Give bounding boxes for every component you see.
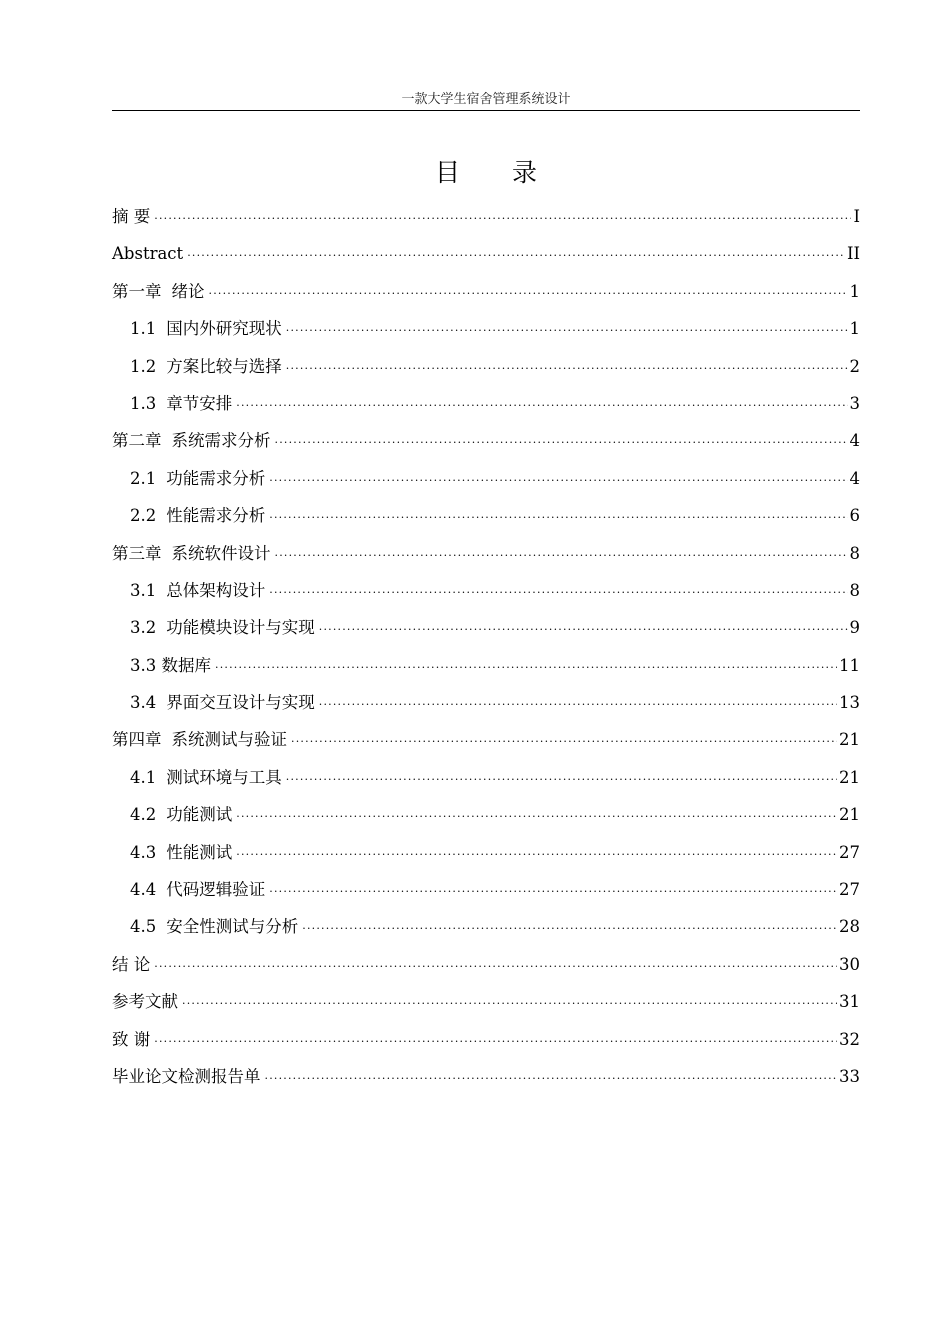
toc-dot-leader bbox=[236, 387, 847, 424]
toc-dot-leader bbox=[269, 574, 847, 611]
toc-entry-page: 21 bbox=[839, 767, 860, 787]
toc-entry-label: 结 论 bbox=[112, 954, 151, 974]
toc-dot-leader bbox=[269, 462, 847, 499]
toc-entry-number: 1.1 bbox=[130, 319, 157, 339]
toc-entry-page: I bbox=[853, 207, 860, 226]
toc-entry-label: 摘 要 bbox=[112, 207, 151, 226]
toc-dot-leader bbox=[275, 537, 848, 574]
toc-dot-leader bbox=[236, 836, 837, 873]
toc-entry-page: 11 bbox=[839, 655, 860, 675]
toc-entry-section-3-2[interactable] bbox=[112, 609, 860, 646]
toc-entry-label: 1.3 章节安排 bbox=[130, 393, 233, 413]
toc-entry-chapter-2[interactable] bbox=[112, 422, 860, 459]
toc-entry-page: 8 bbox=[849, 580, 860, 600]
toc-entry-page: 21 bbox=[839, 805, 860, 825]
toc-entry-section-2-1[interactable] bbox=[112, 460, 860, 497]
toc-entry-acknowledgements[interactable] bbox=[112, 1021, 860, 1058]
toc-entry-chapter-4[interactable] bbox=[112, 721, 860, 758]
toc-entry-number: 2.1 bbox=[130, 468, 157, 488]
toc-entry-chapter-3[interactable] bbox=[112, 535, 860, 572]
toc-entry-label: 2.2 性能需求分析 bbox=[130, 506, 266, 526]
toc-entry-number: 4.4 bbox=[130, 880, 157, 900]
toc-entry-number: 4.1 bbox=[130, 767, 157, 787]
toc-dot-leader bbox=[182, 985, 837, 1022]
toc-dot-leader bbox=[275, 424, 848, 461]
toc-dot-leader bbox=[286, 312, 848, 349]
toc-title-part2: 录 bbox=[512, 158, 538, 187]
toc-entry-label: 第三章 系统软件设计 bbox=[112, 543, 271, 563]
toc-entry-page: 2 bbox=[849, 356, 860, 376]
toc-entry-page: 31 bbox=[839, 992, 860, 1012]
toc-entry-number: 第一章 bbox=[112, 281, 162, 301]
toc-list bbox=[112, 198, 860, 1095]
toc-entry-page: 4 bbox=[849, 431, 860, 451]
toc-dot-leader bbox=[269, 499, 847, 536]
toc-dot-leader bbox=[154, 1023, 837, 1060]
toc-entry-label: 第二章 系统需求分析 bbox=[112, 431, 271, 451]
toc-entry-number: 4.2 bbox=[130, 805, 157, 825]
toc-entry-number: 4.3 bbox=[130, 842, 157, 862]
header-rule bbox=[112, 110, 860, 111]
toc-entry-label: 参考文献 bbox=[112, 992, 178, 1012]
toc-entry-conclusion[interactable] bbox=[112, 946, 860, 983]
toc-dot-leader bbox=[286, 350, 848, 387]
toc-dot-leader bbox=[215, 649, 837, 686]
toc-entry-page: 28 bbox=[839, 917, 860, 937]
toc-entry-page: 32 bbox=[839, 1029, 860, 1049]
toc-dot-leader bbox=[236, 798, 837, 835]
toc-entry-number: 3.2 bbox=[130, 618, 157, 638]
toc-entry-number: 第四章 bbox=[112, 730, 162, 750]
toc-entry-label: 1.2 方案比较与选择 bbox=[130, 356, 282, 376]
toc-entry-label: 4.1 测试环境与工具 bbox=[130, 767, 282, 787]
toc-dot-leader bbox=[302, 910, 837, 947]
toc-dot-leader bbox=[209, 275, 848, 312]
toc-entry-page: 3 bbox=[849, 393, 860, 413]
toc-entry-page: 9 bbox=[849, 618, 860, 638]
toc-entry-label: 2.1 功能需求分析 bbox=[130, 468, 266, 488]
toc-entry-number: 第三章 bbox=[112, 543, 162, 563]
toc-entry-page: 21 bbox=[839, 730, 860, 750]
toc-dot-leader bbox=[291, 723, 837, 760]
toc-entry-section-4-4[interactable] bbox=[112, 871, 860, 908]
toc-entry-section-1-2[interactable] bbox=[112, 348, 860, 385]
toc-entry-number: 3.1 bbox=[130, 580, 157, 600]
toc-entry-references[interactable] bbox=[112, 983, 860, 1020]
toc-entry-page: 6 bbox=[849, 506, 860, 526]
toc-title-part1: 目 bbox=[434, 158, 460, 187]
toc-entry-label: 1.1 国内外研究现状 bbox=[130, 319, 282, 339]
toc-entry-label: 第四章 系统测试与验证 bbox=[112, 730, 287, 750]
toc-entry-page: 33 bbox=[839, 1066, 860, 1086]
toc-entry-page: 1 bbox=[849, 319, 860, 339]
toc-entry-label: Abstract bbox=[112, 244, 184, 264]
toc-entry-label: 4.2 功能测试 bbox=[130, 805, 233, 825]
toc-entry-label: 4.5 安全性测试与分析 bbox=[130, 917, 299, 937]
toc-entry-chapter-1[interactable] bbox=[112, 273, 860, 310]
toc-entry-section-3-4[interactable] bbox=[112, 684, 860, 721]
toc-entry-section-3-1[interactable] bbox=[112, 572, 860, 609]
toc-entry-label: 毕业论文检测报告单 bbox=[112, 1066, 261, 1086]
toc-entry-label: 3.1 总体架构设计 bbox=[130, 580, 266, 600]
toc-entry-label: 3.3 数据库 bbox=[130, 655, 211, 675]
toc-dot-leader bbox=[286, 761, 837, 798]
toc-entry-label: 3.4 界面交互设计与实现 bbox=[130, 693, 315, 713]
toc-entry-number: 4.5 bbox=[130, 917, 157, 937]
toc-dot-leader bbox=[265, 1060, 838, 1097]
toc-entry-section-4-1[interactable] bbox=[112, 759, 860, 796]
toc-entry-number: 第二章 bbox=[112, 431, 162, 451]
toc-entry-section-3-3[interactable] bbox=[112, 647, 860, 684]
toc-entry-section-4-2[interactable] bbox=[112, 796, 860, 833]
toc-dot-leader bbox=[319, 686, 837, 723]
toc-entry-label: 致 谢 bbox=[112, 1029, 151, 1049]
toc-entry-plagiarism-report[interactable] bbox=[112, 1058, 860, 1095]
running-header: 一款大学生宿舍管理系统设计 bbox=[401, 92, 571, 107]
toc-entry-label: 3.2 功能模块设计与实现 bbox=[130, 618, 315, 638]
toc-entry-number: 1.3 bbox=[130, 393, 157, 413]
toc-entry-label: 第一章 绪论 bbox=[112, 281, 205, 301]
toc-entry-page: 8 bbox=[849, 543, 860, 563]
toc-dot-leader bbox=[269, 873, 837, 910]
toc-entry-abstract-en[interactable] bbox=[112, 235, 860, 272]
toc-entry-page: 13 bbox=[839, 693, 860, 713]
toc-entry-number: 1.2 bbox=[130, 356, 157, 376]
toc-entry-number: 2.2 bbox=[130, 506, 157, 526]
toc-dot-leader bbox=[187, 237, 845, 274]
toc-entry-abstract-cn[interactable] bbox=[112, 198, 860, 235]
toc-entry-number: 3.4 bbox=[130, 693, 157, 713]
toc-entry-label: 4.3 性能测试 bbox=[130, 842, 233, 862]
toc-entry-page: 1 bbox=[849, 281, 860, 301]
toc-entry-label: 4.4 代码逻辑验证 bbox=[130, 880, 266, 900]
toc-entry-section-2-2[interactable] bbox=[112, 497, 860, 534]
toc-entry-section-1-1[interactable] bbox=[112, 310, 860, 347]
toc-entry-section-1-3[interactable] bbox=[112, 385, 860, 422]
toc-entry-section-4-5[interactable] bbox=[112, 908, 860, 945]
toc-dot-leader bbox=[154, 948, 837, 985]
toc-entry-page: 27 bbox=[839, 880, 860, 900]
toc-entry-page: 27 bbox=[839, 842, 860, 862]
toc-entry-page: II bbox=[846, 244, 860, 264]
toc-dot-leader bbox=[319, 611, 848, 648]
toc-entry-page: 4 bbox=[849, 468, 860, 488]
toc-title bbox=[112, 155, 860, 191]
toc-entry-page: 30 bbox=[839, 954, 860, 974]
toc-dot-leader bbox=[154, 200, 851, 237]
toc-entry-section-4-3[interactable] bbox=[112, 834, 860, 871]
toc-entry-number: 3.3 bbox=[130, 655, 157, 675]
